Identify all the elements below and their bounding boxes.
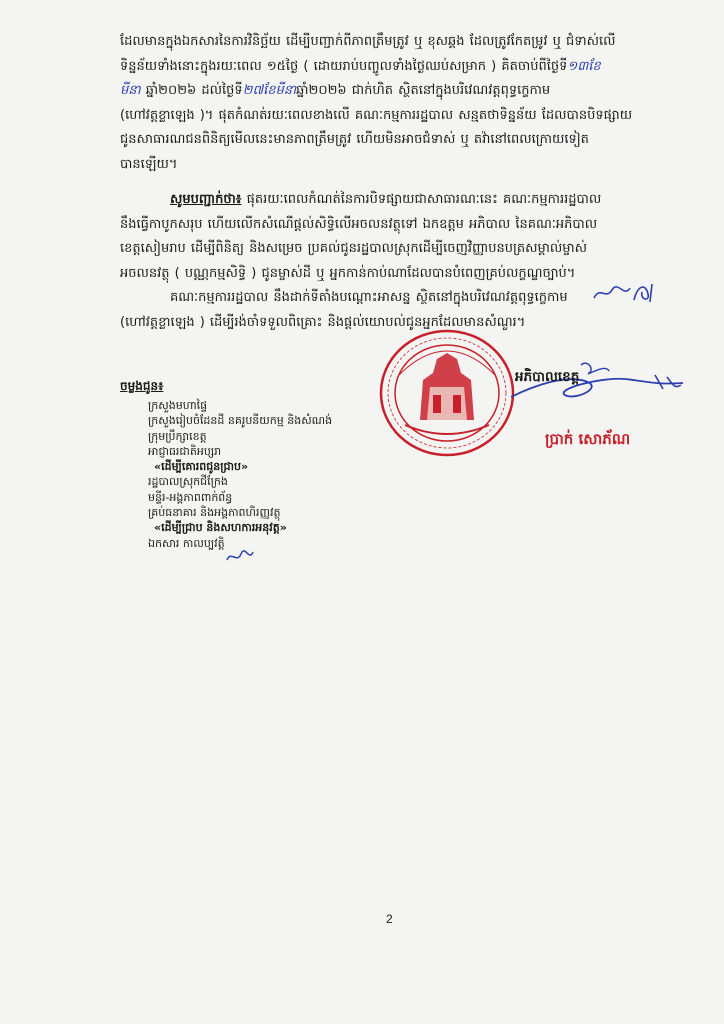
paragraph-text: ទិន្នន័យទាំងនោះក្នុងរយៈពេល ១៥ថ្ងៃ ( ដោយរាប់បញ្ចូលទាំងថ្ងៃឈប់សម្រាក ) គិតចាប់ពីថ្ងៃទី xyxy=(120,58,568,74)
paragraph-lead: សូមបញ្ជាក់ថា៖ xyxy=(170,192,242,207)
cc-item: មន្ទីរ-អង្គភាពពាក់ព័ន្ធ xyxy=(148,490,233,504)
cc-item: ក្រុមប្រឹក្សាខេត្ត xyxy=(148,429,207,443)
cc-item-purpose: «ដើម្បីជ្រាប និងសហការអនុវត្ត» xyxy=(154,521,287,535)
handwritten-initials-icon xyxy=(590,280,660,305)
paragraph-notice-period xyxy=(120,30,680,177)
paragraph-line xyxy=(120,188,680,213)
cc-item-purpose: «ដើម្បីគោរពជូនជ្រាប» xyxy=(154,460,249,474)
paragraph-line: ជូនសាធារណជនពិនិត្យមើលនេះមានភាពត្រឹមត្រូវ ហើយមិនអាចជំទាស់ ឬ តវ៉ានៅពេលក្រោយទៀត xyxy=(120,132,589,147)
paragraph-text: ឆ្នាំ២០២៦ ជាក់ហិត ស្ថិតនៅក្នុងបរិវេណវត្តពុទ្ធក្ខេកាម xyxy=(296,83,551,98)
handwritten-date: ២៧ខែមីនា xyxy=(242,83,297,98)
paragraph-line: នឹងធ្វើកាបូកសរុប ហើយលើកសំណើផ្តល់សិទ្ធិលើអចលនវត្ថុទៅ ឯកឧត្តម អភិបាល នៃគណៈអភិបាល xyxy=(120,216,598,232)
cc-heading: ចម្លងជូន៖ xyxy=(120,379,164,393)
handwritten-month: មីនា xyxy=(120,83,141,98)
cc-item: អាជ្ញាធរជាតិអប្សរា xyxy=(148,444,222,458)
handwritten-initials-icon xyxy=(225,548,255,566)
page-number: 2 xyxy=(386,912,393,926)
paragraph-line: គណៈកម្មការរដ្ឋបាល នឹងដាក់ទីតាំងបណ្តោះអាសន្ន ស្ថិតនៅក្នុងបរិវេណវត្តពុទ្ធក្ខេកាម xyxy=(170,290,568,305)
cc-item: ក្រសួងមហាផ្ទៃ xyxy=(148,399,208,412)
paragraph-line xyxy=(120,55,680,80)
paragraph-text: ផុតរយៈពេលកំណត់នៃការបិទផ្សាយជាសាធារណៈនេះ គណៈកម្មការរដ្ឋបាល xyxy=(246,192,602,207)
paragraph-line xyxy=(120,79,680,104)
cc-item: គ្រប់ធនាគារ និងអង្គភាពហិរញ្ញវត្ថុ xyxy=(148,506,281,520)
paragraph-line: (ហៅវត្តខ្លាឡេង ) ដើម្បីរង់ចាំទទួលពិគ្រោះ និងផ្តល់យោបល់ជូនអ្នកដែលមានសំណួរ។ xyxy=(120,314,526,330)
paragraph-line: ខេត្តសៀមរាប ដើម្បីពិនិត្យ និងសម្រេច ប្រគល់ជូនរដ្ឋបាលស្រុកដើម្បីចេញវិញ្ញាបនបត្រសម្គាល់ម្ចាស់ xyxy=(120,241,587,256)
paragraph-line: អចលនវត្ថុ ( បណ្ណកម្មសិទ្ធិ ) ជូនម្ចាស់ដី ឬ អ្នកកាន់កាប់ណាដែលបានបំពេញគ្រប់លក្ខណ្ឌច្បាប់។ xyxy=(120,265,576,281)
signer-title: អភិបាលខេត្ត xyxy=(515,369,580,385)
paragraph-line: បានឡើយ។ xyxy=(120,156,178,172)
cc-item: ក្រសួងរៀបចំដែនដី នគរូបនីយកម្ម និងសំណង់ xyxy=(148,414,333,428)
paragraph-line: (ហៅវត្តខ្លាឡេង )។ ផុតកំណត់រយៈពេលខាងលើ គណៈកម្មការរដ្ឋបាល សន្មតថាទិន្នន័យ ដែលបានបិទផ្សាយ xyxy=(120,107,633,123)
paragraph-confirmation xyxy=(120,188,680,286)
cc-item: រដ្ឋបាលស្រុកជីក្រែង xyxy=(148,475,228,489)
paragraph-text: ឆ្នាំ២០២៦ ដល់ថ្ងៃទី xyxy=(145,83,243,98)
cc-list xyxy=(148,398,408,551)
cc-item: ឯកសារ កាលប្បវត្តិ xyxy=(148,536,225,550)
handwritten-date: ១៣ខែ xyxy=(567,58,601,74)
paragraph-line: ដែលមានក្នុងឯកសារនៃការវិនិច្ឆ័យ ដើម្បីបញ្ជាក់ពីភាពត្រឹមត្រូវ ឬ ខុសឆ្គង ដែលត្រូវកែតម្រូវ ឬ ជំទាស់លើ xyxy=(120,34,616,49)
signer-name: ប្រាក់ សោភ័ណ xyxy=(545,430,631,448)
